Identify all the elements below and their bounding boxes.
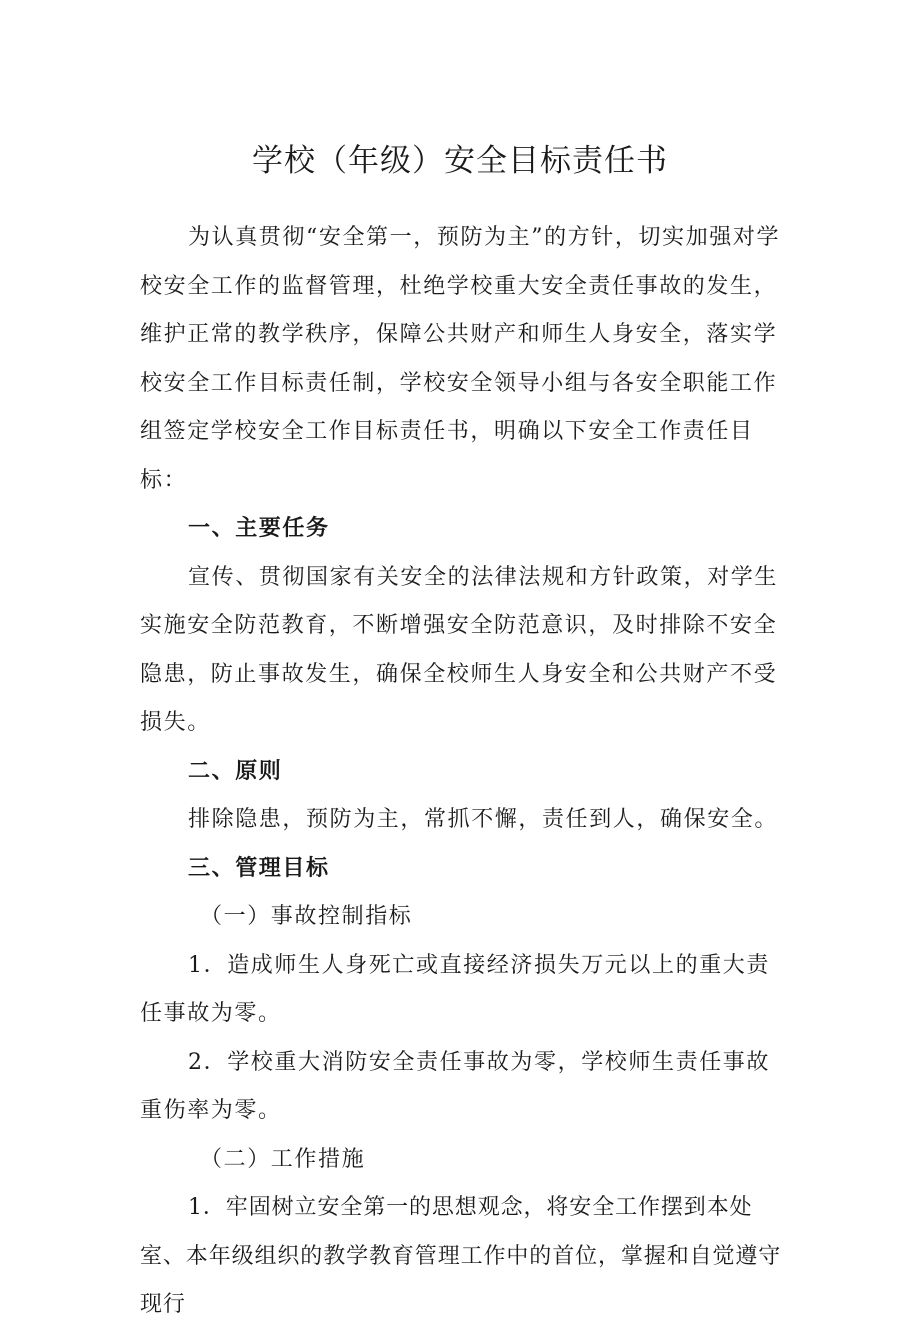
- document-body: [140, 214, 790, 1330]
- section-heading-principles: 二、原则: [188, 758, 283, 784]
- subsection-heading-accident-control: （一）事故控制指标: [200, 904, 413, 929]
- work-measures-item-1: 1．牢固树立安全第一的思想观念，将安全工作摆到本处室、本年级组织的教学教育管理工作中的首位，掌握和自觉遵守现行: [140, 1195, 782, 1317]
- section-heading-main-tasks: 一、主要任务: [188, 516, 330, 541]
- accident-control-item-1: 1．造成师生人身死亡或直接经济损失万元以上的重大责任事故为零。: [140, 952, 770, 1026]
- document-title: 学校（年级）安全目标责任书: [252, 143, 668, 179]
- principles-paragraph: 排除隐患，预防为主，常抓不懈，责任到人，确保安全。: [188, 807, 779, 832]
- intro-paragraph: 为认真贯彻“安全第一，预防为主”的方针，切实加强对学校安全工作的监督管理，杜绝学校重大安全责任事故的发生，维护正常的教学秩序，保障公共财产和师生人身安全，落实学校安全工作目标责任制，学校安全领导小组与各安全职能工作组签定学校安全工作目标责任书，明确以下安全工作责任目标：: [140, 225, 781, 493]
- accident-control-item-2: 2．学校重大消防安全责任事故为零，学校师生责任事故重伤率为零。: [140, 1049, 770, 1123]
- main-tasks-paragraph: 宣传、贯彻国家有关安全的法律法规和方针政策，对学生实施安全防范教育，不断增强安全防范意识，及时排除不安全隐患，防止事故发生，确保全校师生人身安全和公共财产不受损失。: [140, 564, 779, 735]
- subsection-heading-work-measures: （二）工作措施: [200, 1146, 366, 1172]
- section-heading-management-goals: 三、管理目标: [188, 855, 330, 881]
